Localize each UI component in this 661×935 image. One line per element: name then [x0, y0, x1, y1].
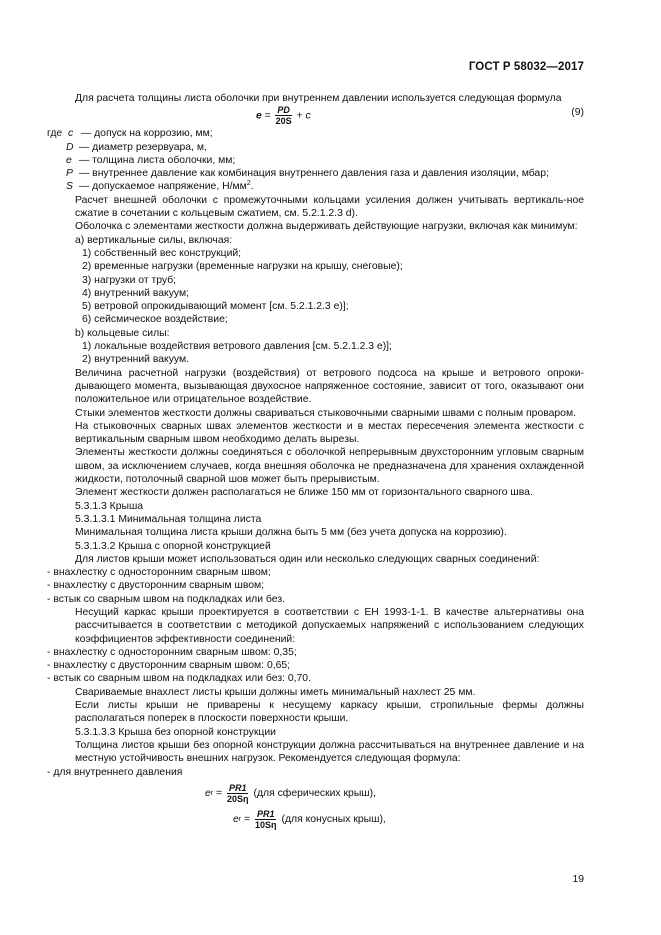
formula-9-equals: = — [264, 110, 274, 122]
section-5-3-1-3-3-heading: 5.3.1.3.3 Крыша без опорной конструкции — [75, 726, 276, 738]
list-a-item: 4) внутренний вакуум; — [82, 287, 190, 299]
legend-text: — толщина листа оболочки, мм; — [78, 154, 236, 166]
formula-spherical-note: (для сферических крыш), — [253, 788, 376, 800]
paragraph-stiffener-joints: Стыки элементов жесткости должны свариваться стыковочными сварными швами с полным проваром. — [75, 407, 576, 419]
list-b-item: 1) локальные воздействия ветрового давления [см. 5.2.1.2.3 е)]; — [82, 341, 392, 353]
paragraph-weld-types: Для листов крыши может использоваться один или несколько следующих сварных соединений: — [75, 553, 540, 565]
list-b-heading: b) кольцевые силы: — [75, 327, 170, 339]
formula-conical-numerator: PR1 — [256, 809, 275, 820]
formula-conical-equals: = — [241, 814, 253, 826]
list-a-item: 2) временные нагрузки (временные нагрузки на крышу, снеговые); — [82, 261, 403, 273]
formula-spherical-fraction — [225, 783, 251, 804]
paragraph-fillet-weld: Элементы жесткости должны соединяться с оболочкой непрерывным двухсторонним угловым сварным швом, за исключением случаев, когда внешняя оболочка не предназначена для хранения охлажденной жидкости, потолочный сварной шов может быть прерывистым. — [75, 447, 584, 486]
coefficient-list-item: - внахлестку с двусторонним сварным швом: 0,65; — [47, 660, 291, 672]
paragraph-overlap: Свариваемые внахлест листы крыши должны иметь минимальный нахлест 25 мм. — [75, 686, 476, 698]
paragraph-wind-load: Величина расчетной нагрузки (воздействия) от ветрового подсоса на крыше и ветрового опроки-дывающего момента, вызывающая двухосное напряженное состояние, зависит от того, оказывают они положительное или отрицательное воздействие. — [75, 367, 584, 406]
formula-conical-subscript: r — [238, 816, 242, 824]
legend-end: . — [250, 181, 254, 193]
formula-spherical — [47, 783, 584, 805]
formula-spherical-numerator: PR1 — [228, 783, 247, 794]
page-number: 19 — [572, 874, 584, 885]
legend-row-c — [47, 127, 584, 140]
legend-text: — внутреннее давление как комбинация внутреннего давления газа и давления изоляции, мбар; — [78, 168, 549, 180]
formula-conical-denominator: 10Sη — [254, 820, 277, 831]
formula-conical-fraction — [253, 809, 279, 830]
legend-text: — допуск на коррозию, мм; — [80, 128, 213, 140]
formula-spherical-subscript: r — [210, 790, 214, 798]
list-a-heading: а) вертикальные силы, включая: — [75, 234, 233, 246]
legend-symbol: D — [66, 141, 74, 153]
legend-superscript: 2 — [246, 180, 251, 188]
legend-symbol: S — [66, 181, 73, 193]
legend-symbol: c — [67, 128, 74, 140]
paragraph-stiffeners-loads: Оболочка с элементами жесткости должна выдерживать действующие нагрузки, включая как минимум: — [75, 221, 578, 233]
formula-spherical-equals: = — [213, 788, 225, 800]
paragraph-cutouts: На стыковочных сварных швах элементов жесткости и в местах пересечения элемента жесткости с вертикальным сварным швом необходимо делать вырезы. — [75, 420, 584, 446]
legend-row-p — [47, 167, 584, 180]
main-text-column — [47, 92, 584, 831]
paragraph-roof-frame: Несущий каркас крыши проектируется в соответствии с ЕН 1993-1-1. В качестве альтернативы она рассчитывается в соответствии с методикой допускаемых напряжений с использованием следующих коэффициентов эффективности соединений: — [75, 606, 584, 645]
weld-list-item: - встык со сварным швом на подкладках или без. — [47, 593, 285, 605]
paragraph-unsupported-roof: Толщина листов крыши без опорной конструкции должна рассчитываться на внутреннее давление и на местную устойчивость внешних нагрузок. Рекомендуется следующая формула: — [75, 739, 584, 765]
document-number-header: ГОСТ Р 58032—2017 — [468, 61, 584, 73]
legend-symbol: P — [66, 168, 73, 180]
formula-conical-lhs: e — [233, 814, 239, 826]
section-5-3-1-3-1-heading: 5.3.1.3.1 Минимальная толщина листа — [75, 513, 262, 525]
paragraph-rafters: Если листы крыши не приварены к несущему каркасу крыши, стропильные фермы должны располагаться поперек в плоскости поверхности крыши. — [75, 700, 584, 725]
list-a-item: 6) сейсмическое воздействие; — [82, 314, 228, 326]
paragraph-internal-pressure: - для внутреннего давления — [47, 766, 183, 778]
section-5-3-1-3-2-heading: 5.3.1.3.2 Крыша с опорной конструкцией — [75, 540, 271, 552]
formula-spherical-lhs: e — [205, 788, 211, 800]
paragraph-stiffener-distance: Элемент жесткости должен располагаться не ближе 150 мм от горизонтального сварного шва. — [75, 487, 533, 499]
formula-9-denominator: 20S — [275, 116, 292, 127]
list-a-item: 5) ветровой опрокидывающий момент [см. 5.2.1.2.3 е)]; — [82, 301, 349, 313]
legend-row-d — [47, 141, 584, 154]
formula-9 — [47, 105, 584, 127]
section-5-3-1-3-heading: 5.3.1.3 Крыша — [75, 500, 144, 512]
weld-list-item: - внахлестку с двусторонним сварным швом; — [47, 580, 265, 592]
legend-row-s — [47, 180, 584, 193]
legend-text: — диаметр резервуара, м, — [78, 141, 207, 153]
legend-symbol: e — [66, 154, 72, 166]
formula-conical — [47, 809, 584, 831]
paragraph-min-thickness: Минимальная толщина листа крыши должна быть 5 мм (без учета допуска на коррозию). — [75, 527, 507, 539]
formula-9-number: (9) — [571, 107, 584, 119]
paragraph-external-shell: Расчет внешней оболочки с промежуточными кольцами усиления должен учитывать вертикаль-ное сжатие в сочетании с кольцевым сжатием, см. 5.2.1.2.3 d). — [75, 194, 584, 220]
coefficient-list-item: - внахлестку с односторонним сварным швом: 0,35; — [47, 646, 297, 658]
legend-text: — допускаемое напряжение, Н/мм — [78, 181, 247, 193]
formula-9-numerator: PD — [277, 105, 290, 116]
symbol-legend — [47, 127, 584, 193]
weld-list-item: - внахлестку с односторонним сварным швом; — [47, 567, 271, 579]
formula-9-tail: + c — [296, 110, 311, 122]
legend-row-e — [47, 154, 584, 167]
list-b-item: 2) внутренний вакуум. — [82, 354, 190, 366]
list-a-item: 3) нагрузки от труб; — [82, 274, 177, 286]
legend-lead: где — [47, 128, 63, 140]
list-a-item: 1) собственный вес конструкций; — [82, 247, 242, 259]
formula-9-fraction — [274, 105, 294, 126]
formula-conical-note: (для конусных крыш), — [281, 814, 386, 826]
formula-spherical-denominator: 20Sη — [226, 794, 249, 805]
intro-paragraph: Для расчета толщины листа оболочки при внутреннем давлении используется следующая формула — [75, 93, 562, 104]
coefficient-list-item: - встык со сварным швом на подкладках или без: 0,70. — [47, 673, 311, 685]
formula-9-lhs: e — [256, 110, 262, 122]
